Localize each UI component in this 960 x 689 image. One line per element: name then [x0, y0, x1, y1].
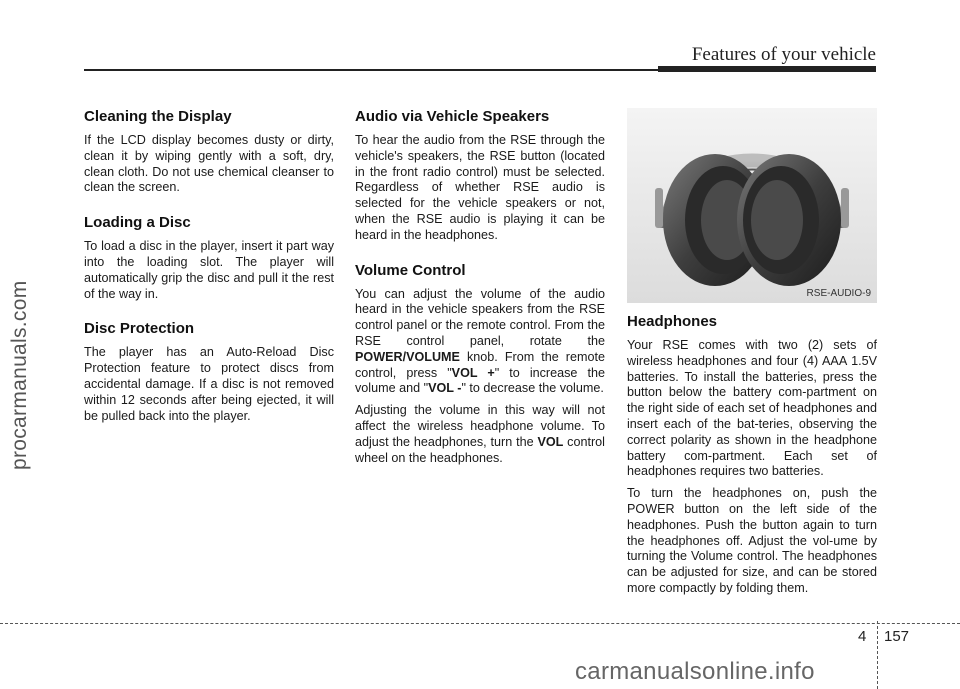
page-header-title: Features of your vehicle	[691, 44, 876, 65]
page-number: 157	[884, 628, 910, 645]
section-body-volume-2: Adjusting the volume in this way will not affect the wireless headphone volume. To adjust the headphones, turn the VOL control wheel on the headphones.	[355, 403, 605, 465]
section-body-loading: To load a disc in the player, insert it part way into the loading slot. The player will automatically grip the disc and pull it the rest of the way in.	[84, 239, 334, 301]
footer-rule	[0, 623, 960, 624]
section-heading-headphones: Headphones	[627, 313, 718, 330]
watermark-left: procarmanuals.com	[8, 280, 31, 470]
section-body-audio: To hear the audio from the RSE through the vehicle's speakers, the RSE button (located in the front radio control) must be selected. Regardless of whether RSE audio is selected for the vehicle speakers or not, when the RSE audio is playing it can be heard in the headphones.	[355, 133, 605, 242]
column-left	[84, 108, 334, 442]
section-heading-volume: Volume Control	[355, 261, 466, 279]
section-heading-audio: Audio via Vehicle Speakers	[355, 108, 550, 125]
section-body-headphones-2: To turn the headphones on, push the POWER button on the left side of the headphones. Push the button again to turn the headphones off. Adjust the vol-ume by turning the Volume control. The headphones can be adjusted for size, and can be stored more compactly by folding them.	[627, 486, 877, 595]
footer-divider	[877, 621, 878, 689]
section-body-headphones-1: Your RSE comes with two (2) sets of wireless headphones and four (4) AAA 1.5V batteries. To install the batteries, press the button below the battery com-partment on the right side of each set of headphones and insert each of the bat-teries, observing the correct polarity as shown in the headphone battery com-partment. Each set of headphones requires two batteries.	[627, 338, 877, 479]
figure-caption: RSE-AUDIO-9	[806, 288, 871, 299]
headphones-icon	[627, 108, 877, 303]
column-right	[627, 108, 877, 615]
section-heading-loading: Loading a Disc	[84, 214, 191, 232]
chapter-number: 4	[858, 628, 867, 645]
section-heading-disc-protection: Disc Protection	[84, 320, 195, 338]
section-body-volume-1: You can adjust the volume of the audio heard in the vehicle speakers from the RSE control panel or the remote control. From the RSE control panel, rotate the POWER/VOLUME knob. From the remote control, press "VOL +" to increase the volume and "VOL -" to decrease the volume.	[355, 286, 605, 396]
section-body-disc-protection: The player has an Auto-Reload Disc Protection feature to protect discs from accidental damage. If a disc is not removed within 12 seconds after being ejected, it will be pulled back into the player.	[84, 345, 334, 423]
header-rule-accent	[658, 66, 876, 72]
column-middle	[355, 108, 605, 484]
watermark-bottom: carmanualsonline.info	[575, 658, 815, 685]
section-body-cleaning: If the LCD display becomes dusty or dirty, clean it by wiping gently with a soft, dry, clean cloth. Do not use chemical cleanser to clean the screen.	[84, 133, 334, 195]
section-heading-cleaning: Cleaning the Display	[84, 108, 232, 125]
headphones-photo	[627, 108, 877, 303]
